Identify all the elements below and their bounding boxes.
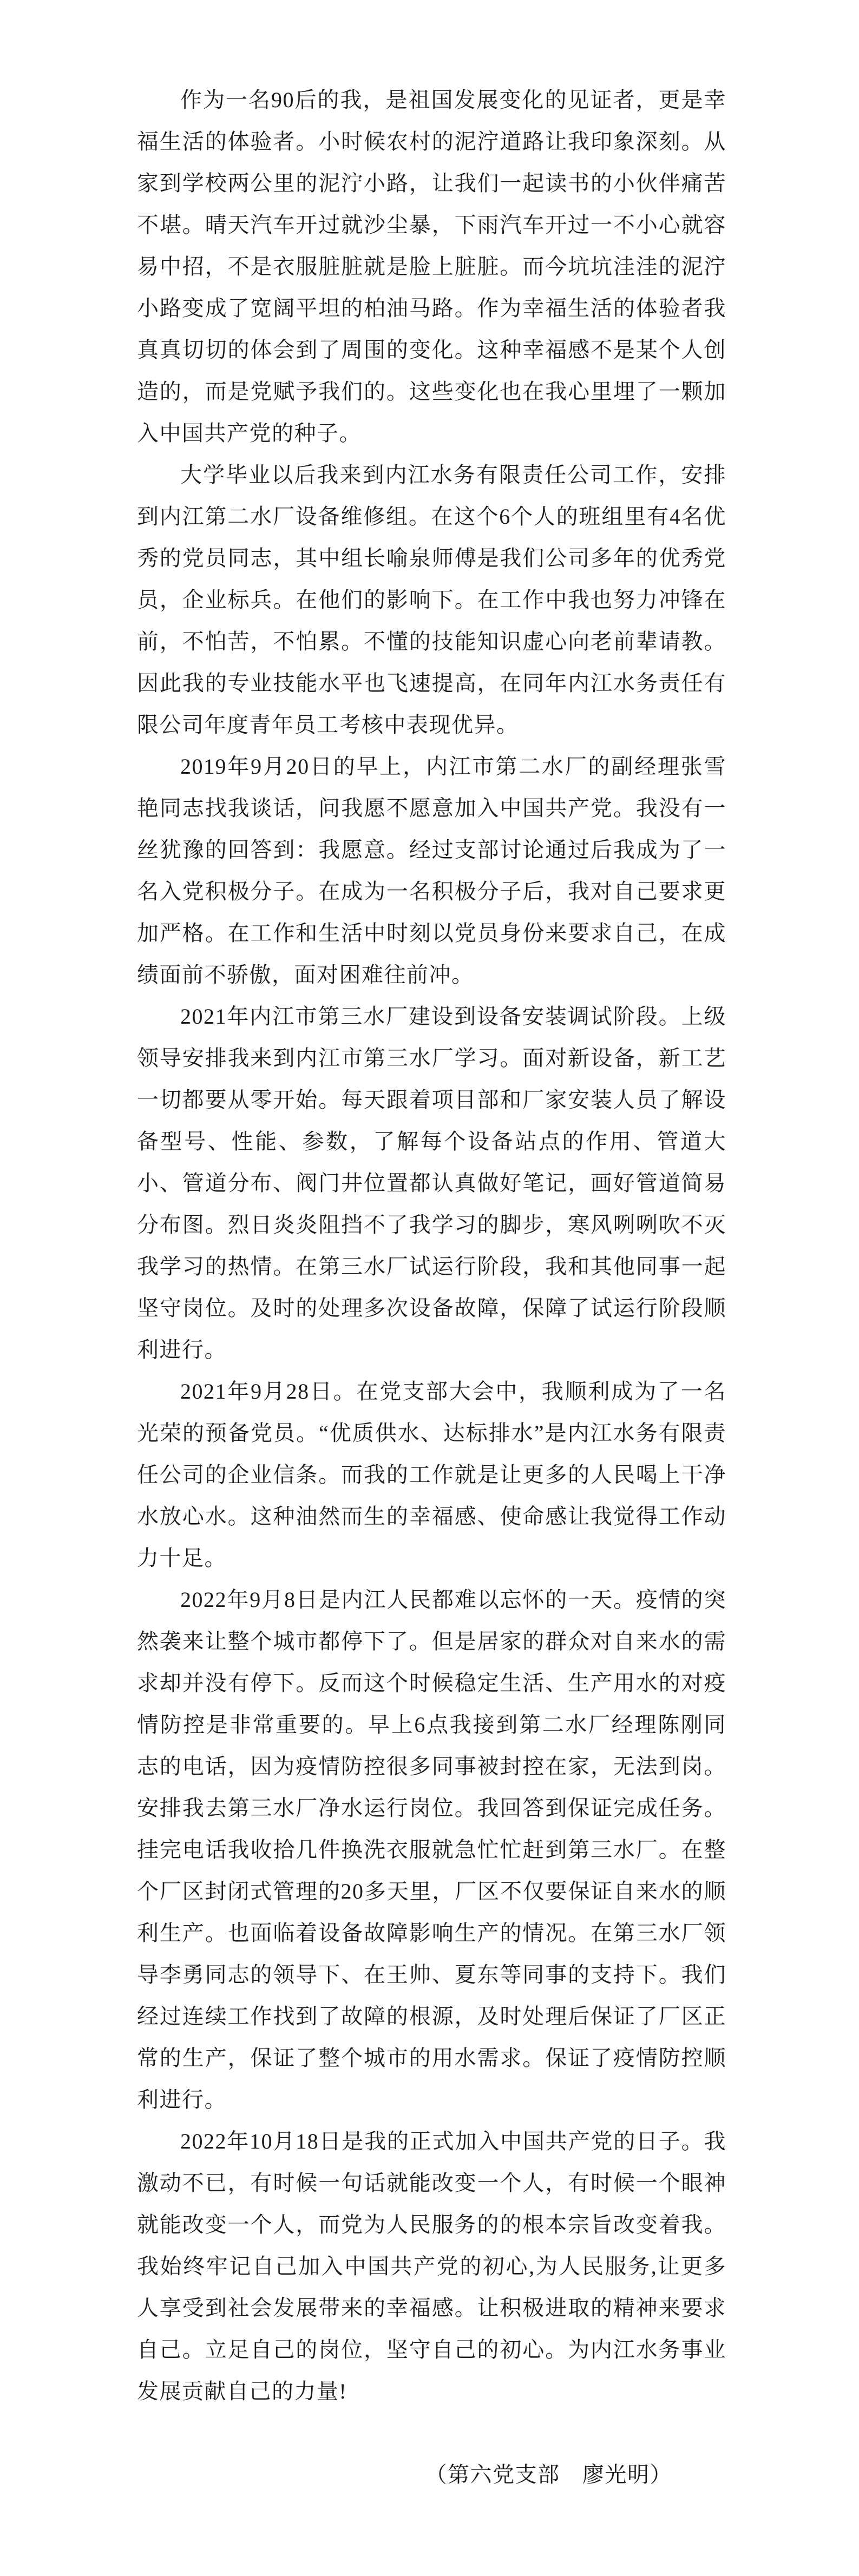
body-paragraph: 2019年9月20日的早上，内江市第二水厂的副经理张雪艳同志找我谈话，问我愿不愿意加入中国共产党。我没有一丝犹豫的回答到：我愿意。经过支部讨论通过后我成为了一名入党积极分子。在成为一名积极分子后，我对自己要求更加严格。在工作和生活中时刻以党员身份来要求自己，在成绩面前不骄傲，面对困难往前冲。 <box>137 754 726 987</box>
body-paragraph: 2021年9月28日。在党支部大会中，我顺利成为了一名光荣的预备党员。“优质供水、达标排水”是内江水务有限责任公司的企业信条。而我的工作就是让更多的人民喝上干净水放心水。这种油然而生的幸福感、使命感让我觉得工作动力十足。 <box>137 1379 726 1570</box>
essay-body <box>137 79 726 2412</box>
signature-line: （第六党支部 廖光明） <box>425 2462 672 2487</box>
body-paragraph: 2022年9月8日是内江人民都难以忘怀的一天。疫情的突然袭来让整个城市都停下了。但是居家的群众对自来水的需求却并没有停下。反而这个时候稳定生活、生产用水的对疫情防控是非常重要的。早上6点我接到第二水厂经理陈刚同志的电话，因为疫情防控很多同事被封控在家，无法到岗。安排我去第三水厂净水运行岗位。我回答到保证完成任务。挂完电话我收拾几件换洗衣服就急忙忙赶到第三水厂。在整个厂区封闭式管理的20多天里，厂区不仅要保证自来水的顺利生产。也面临着设备故障影响生产的情况。在第三水厂领导李勇同志的领导下、在王帅、夏东等同事的支持下。我们经过连续工作找到了故障的根源，及时处理后保证了厂区正常的生产，保证了整个城市的用水需求。保证了疫情防控顺利进行。 <box>137 1587 726 2112</box>
body-paragraph: 作为一名90后的我，是祖国发展变化的见证者，更是幸福生活的体验者。小时候农村的泥泞道路让我印象深刻。从家到学校两公里的泥泞小路，让我们一起读书的小伙伴痛苦不堪。晴天汽车开过就沙尘暴，下雨汽车开过一不小心就容易中招，不是衣服脏脏就是脸上脏脏。而今坑坑洼洼的泥泞小路变成了宽阔平坦的柏油马路。作为幸福生活的体验者我真真切切的体会到了周围的变化。这种幸福感不是某个人创造的，而是党赋予我们的。这些变化也在我心里埋了一颗加入中国共产党的种子。 <box>137 88 726 445</box>
body-paragraph: 大学毕业以后我来到内江水务有限责任公司工作，安排到内江第二水厂设备维修组。在这个6个人的班组里有4名优秀的党员同志，其中组长喻泉师傅是我们公司多年的优秀党员，企业标兵。在他们的影响下。在工作中我也努力冲锋在前，不怕苦，不怕累。不懂的技能知识虚心向老前辈请教。因此我的专业技能水平也飞速提高，在同年内江水务责任有限公司年度青年员工考核中表现优异。 <box>137 463 726 737</box>
body-paragraph: 2021年内江市第三水厂建设到设备安装调试阶段。上级领导安排我来到内江市第三水厂学习。面对新设备，新工艺一切都要从零开始。每天跟着项目部和厂家安装人员了解设备型号、性能、参数，了解每个设备站点的作用、管道大小、管道分布、阀门井位置都认真做好笔记，画好管道简易分布图。烈日炎炎阻挡不了我学习的脚步，寒风咧咧吹不灭我学习的热情。在第三水厂试运行阶段，我和其他同事一起坚守岗位。及时的处理多次设备故障，保障了试运行阶段顺利进行。 <box>137 1004 726 1362</box>
body-paragraph: 2022年10月18日是我的正式加入中国共产党的日子。我激动不已，有时候一句话就能改变一个人，有时候一个眼神就能改变一个人，而党为人民服务的的根本宗旨改变着我。我始终牢记自己加入中国共产党的初心,为人民服务,让更多人享受到社会发展带来的幸福感。让积极进取的精神来要求自己。立足自己的岗位，坚守自己的初心。为内江水务事业发展贡献自己的力量! <box>137 2129 726 2403</box>
